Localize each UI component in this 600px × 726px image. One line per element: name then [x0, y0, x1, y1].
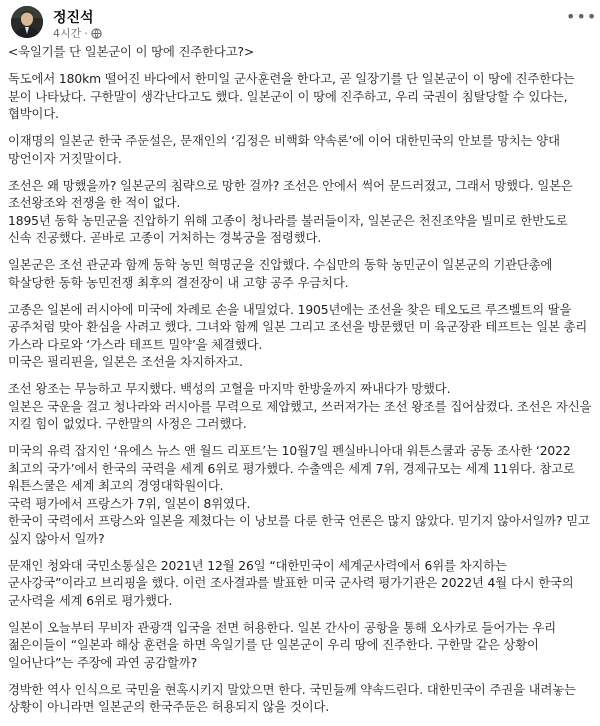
post-paragraph: 조선은 왜 망했을까? 일본군의 침략으로 망한 걸까? 조선은 안에서 썩어 문드러졌고, 그래서 망했다. 일본은 조선왕조와 전쟁을 한 적이 없다. 1895년 동학 농민군을 진압하기 위해 고종이 청나라를 불러들이자, 일본군은 천진조약을 빌미로 한반도로 신속 진공했다. 곧바로 고종이 거처하는 경복궁을 점령했다. [8, 178, 573, 245]
globe-icon[interactable] [91, 28, 102, 39]
post-paragraph: 미국의 유력 잡지인 ‘유에스 뉴스 앤 월드 리포트’는 10월7일 펜실바니아대 워튼스쿨과 공동 조사한 ‘2022 최고의 국가’에서 한국의 국력을 세계 6위로 평가했다. 수출액은 세계 7위, 경제규모는 세계 11위다. 참고로 워튼스쿨은 세계 최고의 경영대학원이다. 국력 평가에서 프랑스가 7위, 일본이 8위였다. 한국이 국력에서 프랑스와 일본을 제쳤다는 이 낭보를 다룬 한국 언론은 많지 않았다. 믿기지 않아서일까? 믿고 싶지 않아서 일까? [8, 444, 590, 546]
post-paragraph: 경박한 역사 인식으로 국민을 현혹시키지 말았으면 한다. 국민들께 약속드린다. 대한민국이 주권을 내려놓는 상황이 아니라면 일본군의 한국주둔은 허용되지 않을 것이다. [8, 682, 576, 714]
meta-separator: · [84, 26, 88, 40]
post-title: <욱일기를 단 일본군이 이 땅에 진주한다고?> [8, 45, 255, 59]
post-body [8, 44, 592, 726]
post-paragraph: 이재명의 일본군 한국 주둔설은, 문재인의 ‘김정은 비핵화 약속론’에 이어 대한민국의 안보를 망치는 양대 망언이자 거짓말이다. [8, 134, 560, 166]
post-paragraph: 일본이 오늘부터 무비자 관광객 입국을 전면 허용한다. 일본 간사이 공항을 통해 오사카로 들어가는 우리 젊은이들이 “일본과 해상 훈련을 하면 욱일기를 단 일본군이 우리 땅에 진주한다. 구한말 같은 상황이 일어난다”는 주장에 과연 공감할까? [8, 620, 557, 670]
post-meta [53, 25, 102, 41]
post-paragraph: 독도에서 180km 떨어진 바다에서 한미일 군사훈련을 한다고, 곧 일장기를 단 일본군이 이 땅에 진주한다는 분이 나타났다. 구한말이 생각난다고도 했다. 일본군이 이 땅에 진주하고, 우리 국권이 침탈당할 수 있다는, 협박이다. [8, 72, 575, 121]
author-name[interactable]: 정진석 [53, 10, 94, 26]
post-paragraph: 일본군은 조선 관군과 함께 동학 농민 혁명군을 진압했다. 수십만의 동학 농민군이 일본군의 기관단총에 학살당한 동학 농민전쟁 최후의 결전장이 내 고향 공주 우금치다. [8, 258, 553, 290]
post-paragraph: 문재인 청와대 국민소통실은 2021년 12월 26일 “대한민국이 세계군사력에서 6위를 차지하는 군사강국”이라고 브리핑을 했다. 이런 조사결과를 발표한 미국 군사력 평가기관은 2022년 4월 다시 한국의 군사력을 세계 6위로 평가했다. [8, 558, 574, 608]
avatar[interactable] [11, 6, 43, 38]
post-header [0, 0, 600, 44]
post-paragraphs [8, 71, 592, 717]
post-paragraph: 조선 왕조는 무능하고 무지했다. 백성의 고혈을 마지막 한방울까지 짜내다가 망했다. 일본은 국운을 걸고 청나라와 러시아를 무력으로 제압했고, 쓰러져가는 조선 왕조를 집어삼켰다. 조선은 자신을 지킬 힘이 없었다. 구한말의 사정은 그러했다. [8, 382, 592, 431]
post-timestamp[interactable]: 4시간 [53, 27, 82, 40]
post-paragraph: 고종은 일본에 러시아에 미국에 차례로 손을 내밀었다. 1905년에는 조선을 찾은 테오도르 루즈벨트의 딸을 공주처럼 맞아 환심을 사려고 했다. 그녀와 함께 일본 그리고 조선을 방문했던 미 육군장관 테프트는 일본 총리 가스라 다로와 ‘가스라 테프트 밀약’을 체결했다. 미국은 필리핀을, 일본은 조선을 차지하자고. [8, 302, 588, 369]
more-options-icon[interactable]: ••• [566, 7, 598, 26]
avatar-image [11, 6, 43, 38]
